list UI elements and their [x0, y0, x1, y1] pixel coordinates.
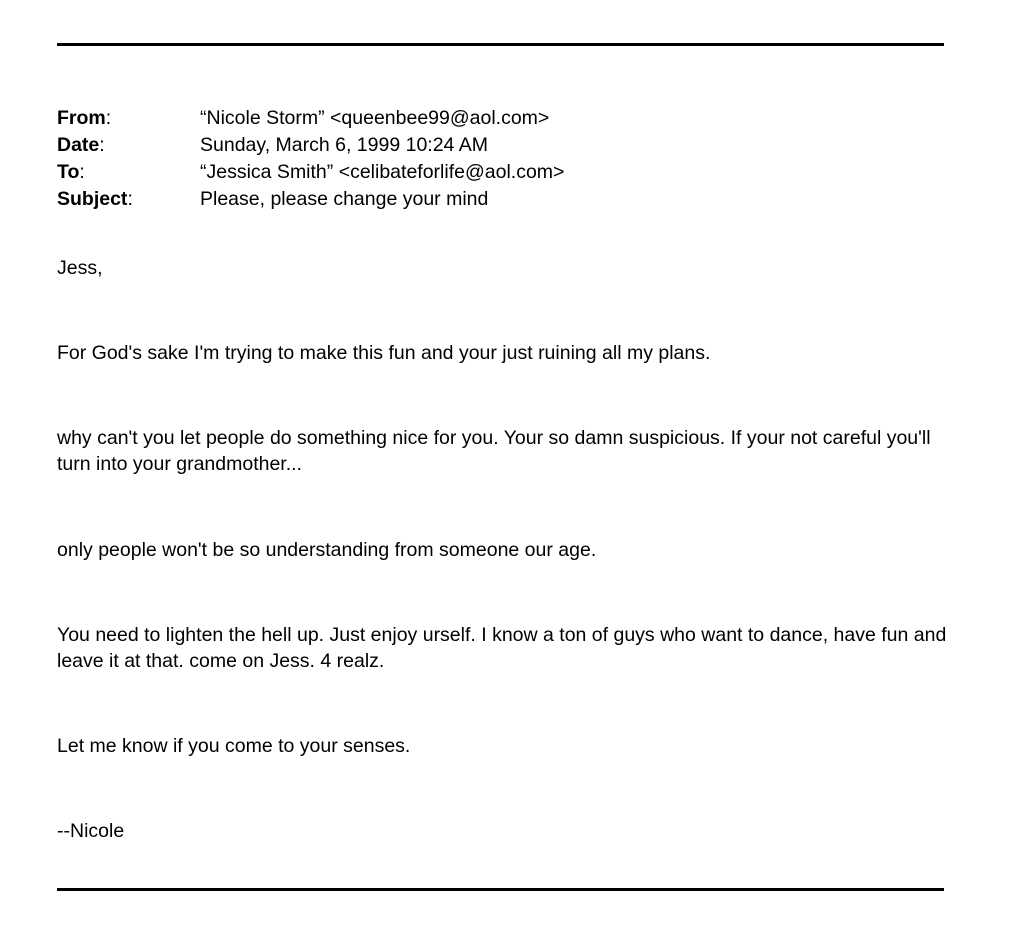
subject-row: Subject: Please, please change your mind: [57, 186, 947, 213]
date-value: Sunday, March 6, 1999 10:24 AM: [200, 134, 488, 156]
bottom-rule: [57, 888, 944, 891]
email-paragraph: For God's sake I'm trying to make this fun and your just ruining all my plans.: [57, 342, 711, 364]
date-label: Date: [57, 134, 100, 156]
to-row: To: “Jessica Smith” <celibateforlife@aol.com>: [57, 159, 947, 186]
from-row: From: “Nicole Storm” <queenbee99@aol.com>: [57, 105, 947, 132]
from-label: From: [57, 107, 106, 129]
to-label: To: [57, 161, 80, 183]
email-paragraph: Let me know if you come to your senses.: [57, 735, 411, 757]
top-rule: [57, 43, 944, 46]
email-header: [57, 105, 947, 213]
subject-label: Subject: [57, 188, 128, 210]
email-paragraph: why can't you let people do something nice for you. Your so damn suspicious. If your not careful you'll turn into your grandmother...: [57, 427, 931, 475]
from-value: “Nicole Storm” <queenbee99@aol.com>: [200, 107, 550, 129]
email-greeting: Jess,: [57, 257, 103, 279]
to-value: “Jessica Smith” <celibateforlife@aol.com>: [200, 161, 565, 183]
date-row: Date: Sunday, March 6, 1999 10:24 AM: [57, 132, 947, 159]
email-paragraph: You need to lighten the hell up. Just enjoy urself. I know a ton of guys who want to dance, have fun and leave it at that. come on Jess. 4 realz.: [57, 624, 947, 672]
email-signature: --Nicole: [57, 820, 125, 842]
email-paragraph: only people won't be so understanding from someone our age.: [57, 539, 597, 561]
subject-value: Please, please change your mind: [200, 188, 489, 210]
